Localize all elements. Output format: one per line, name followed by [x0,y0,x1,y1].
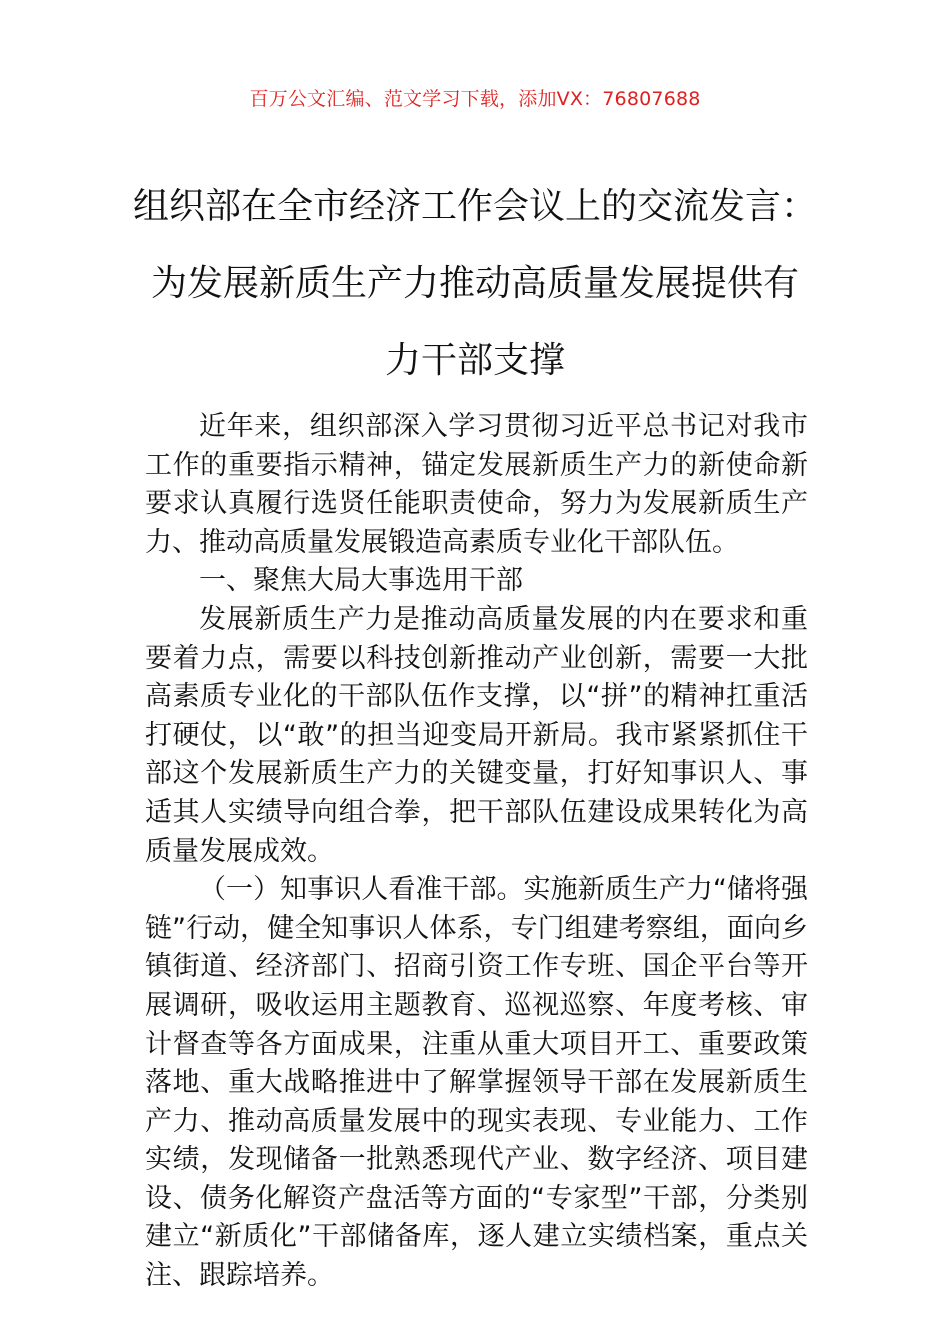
title-line: 力干部支撑 [384,340,565,381]
header-note: 百万公文汇编、范文学习下载，添加VX：76807688 [249,88,701,110]
page-title [120,168,830,399]
paragraph-intro: 近年来，组织部深入学习贯彻习近平总书记对我市工作的重要指示精神，锚定发展新质生产力的新使命新要求认真履行选贤任能职责使命，努力为发展新质生产力、推动高质量发展锻造高素质专业化干部队伍。 [145,411,808,558]
paragraph: 发展新质生产力是推动高质量发展的内在要求和重要着力点，需要以科技创新推动产业创新，需要一大批高素质专业化的干部队伍作支撑，以“拼”的精神扛重活打硬仗，以“敢”的担当迎变局开新局。我市紧紧抓住干部这个发展新质生产力的关键变量，打好知事识人、事适其人实绩导向组合拳，把干部队伍建设成果转化为高质量发展成效。 [145,603,808,867]
title-line: 组织部在全市经济工作会议上的交流发言： [132,186,817,227]
title-line: 为发展新质生产力推动高质量发展提供有 [150,263,799,304]
section-heading: 一、聚焦大局大事选用干部 [199,565,523,597]
document-body [145,408,808,1296]
paragraph: （一）知事识人看准干部。实施新质生产力“储将强链”行动，健全知事识人体系，专门组建考察组，面向乡镇街道、经济部门、招商引资工作专班、国企平台等开展调研，吸收运用主题教育、巡视巡察、年度考核、审计督查等各方面成果，注重从重大项目开工、重要政策落地、重大战略推进中了解掌握领导干部在发展新质生产力、推动高质量发展中的现实表现、专业能力、工作实绩，发现储备一批熟悉现代产业、数字经济、项目建设、债务化解资产盘活等方面的“专家型”干部，分类别建立“新质化”干部储备库，逐人建立实绩档案，重点关注、跟踪培养。 [145,874,808,1292]
